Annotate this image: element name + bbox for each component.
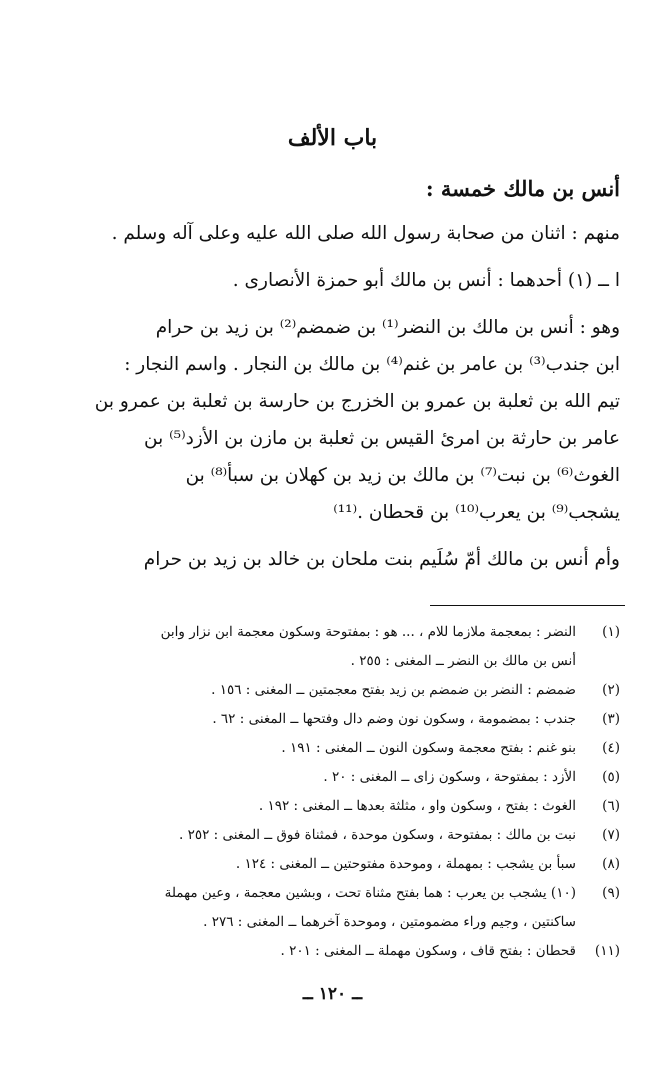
footnote-number: (٦): [602, 798, 620, 814]
main-text: [40, 170, 620, 588]
footnote-text: الغوث : بفتح ، وسكون واو ، مثلثة بعدها ــ المغنى : ١٩٢ .: [258, 798, 576, 814]
footnote-2: [40, 676, 620, 705]
text-line: وهو : أنس بن مالك بن النضر⁽¹⁾ بن ضمضم⁽²⁾ بن زيد بن حرام: [155, 317, 620, 338]
footnote-11: [40, 937, 620, 966]
text-line: ابن جندب⁽³⁾ بن عامر بن غنم⁽⁴⁾ بن مالك بن النجار . واسم النجار :: [124, 354, 620, 375]
footnote-divider: [430, 605, 625, 606]
footnote-8: [40, 850, 620, 879]
text-line: تيم الله بن ثعلبة بن عمرو بن الخزرج بن حارسة بن ثعلبة بن عمرو بن: [94, 391, 620, 412]
footnote-6: [40, 792, 620, 821]
footnote-1: [40, 618, 620, 676]
footnote-number: (٢): [602, 682, 620, 698]
text-line: يشجب⁽⁹⁾ بن يعرب⁽¹⁰⁾ بن قحطان .⁽¹¹⁾: [333, 502, 620, 523]
footnote-number: (٣): [602, 711, 620, 727]
footnote-text: سبأ بن يشجب : بمهملة ، وموحدة مفتوحتين ــ المغنى : ١٢٤ .: [235, 856, 576, 872]
paragraph-2: ا ــ (١) أحدهما : أنس بن مالك أبو حمزة الأنصارى .: [232, 270, 620, 291]
footnote-number: (١١): [594, 943, 620, 959]
chapter-title: باب الألف: [287, 125, 378, 151]
paragraph-3: [40, 309, 620, 531]
footnote-text: النضر : بمعجمة ملازما للام ، ... هو : بمفتوحة وسكون معجمة ابن نزار وابن: [160, 624, 576, 640]
footnote-text: بنو غنم : بفتح معجمة وسكون النون ــ المغنى : ١٩١ .: [281, 740, 576, 756]
footnote-text: نبت بن مالك : بمفتوحة ، وسكون موحدة ، فمثناة فوق ــ المغنى : ٢٥٢ .: [178, 827, 576, 843]
footnote-text: ساكنتين ، وجيم وراء مضمومتين ، وموحدة آخرهما ــ المغنى : ٢٧٦ .: [203, 914, 576, 930]
footnote-text: ضمضم : النضر بن ضمضم بن زيد بفتح معجمتين ــ المغنى : ١٥٦ .: [211, 682, 576, 698]
footnote-number: (٩): [602, 885, 620, 901]
footnote-4: [40, 734, 620, 763]
entry-heading: أنس بن مالك خمسة :: [425, 176, 620, 201]
paragraph-4: وأم أنس بن مالك أمّ سُلَيم بنت ملحان بن خالد بن زيد بن حرام: [143, 549, 620, 570]
footnote-text: قحطان : بفتح قاف ، وسكون مهملة ــ المغنى : ٢٠١ .: [280, 943, 576, 959]
footnote-number: (١): [602, 624, 620, 640]
footnote-number: (٥): [602, 769, 620, 785]
footnote-number: (٨): [602, 856, 620, 872]
footnote-5: [40, 763, 620, 792]
footnote-text: (١٠) يشجب بن يعرب : هما بفتح مثناة تحت ، وبشين معجمة ، وعين مهملة: [164, 885, 576, 901]
footnote-3: [40, 705, 620, 734]
footnote-number: (٤): [602, 740, 620, 756]
footnote-number: (٧): [602, 827, 620, 843]
footnotes: [40, 618, 620, 966]
text-line: الغوث⁽⁶⁾ بن نبت⁽⁷⁾ بن مالك بن زيد بن كهلان بن سبأ⁽⁸⁾ بن: [185, 465, 620, 486]
footnote-text: الأزد : بمفتوحة ، وسكون زاى ــ المغنى : ٢٠ .: [323, 769, 576, 785]
footnote-text: أنس بن مالك بن النضر ــ المغنى : ٢٥٥ .: [350, 653, 576, 669]
text-line: عامر بن حارثة بن امرئ القيس بن ثعلبة بن مازن بن الأزد⁽⁵⁾ بن: [143, 428, 620, 449]
paragraph-1: منهم : اثنان من صحابة رسول الله صلى الله عليه وعلى آله وسلم .: [111, 223, 620, 244]
footnote-9: [40, 879, 620, 937]
footnote-7: [40, 821, 620, 850]
footnote-text: جندب : بمضمومة ، وسكون نون وضم دال وفتحها ــ المغنى : ٦٢ .: [212, 711, 576, 727]
page-number: ــ ١٢٠ ــ: [302, 984, 363, 1004]
